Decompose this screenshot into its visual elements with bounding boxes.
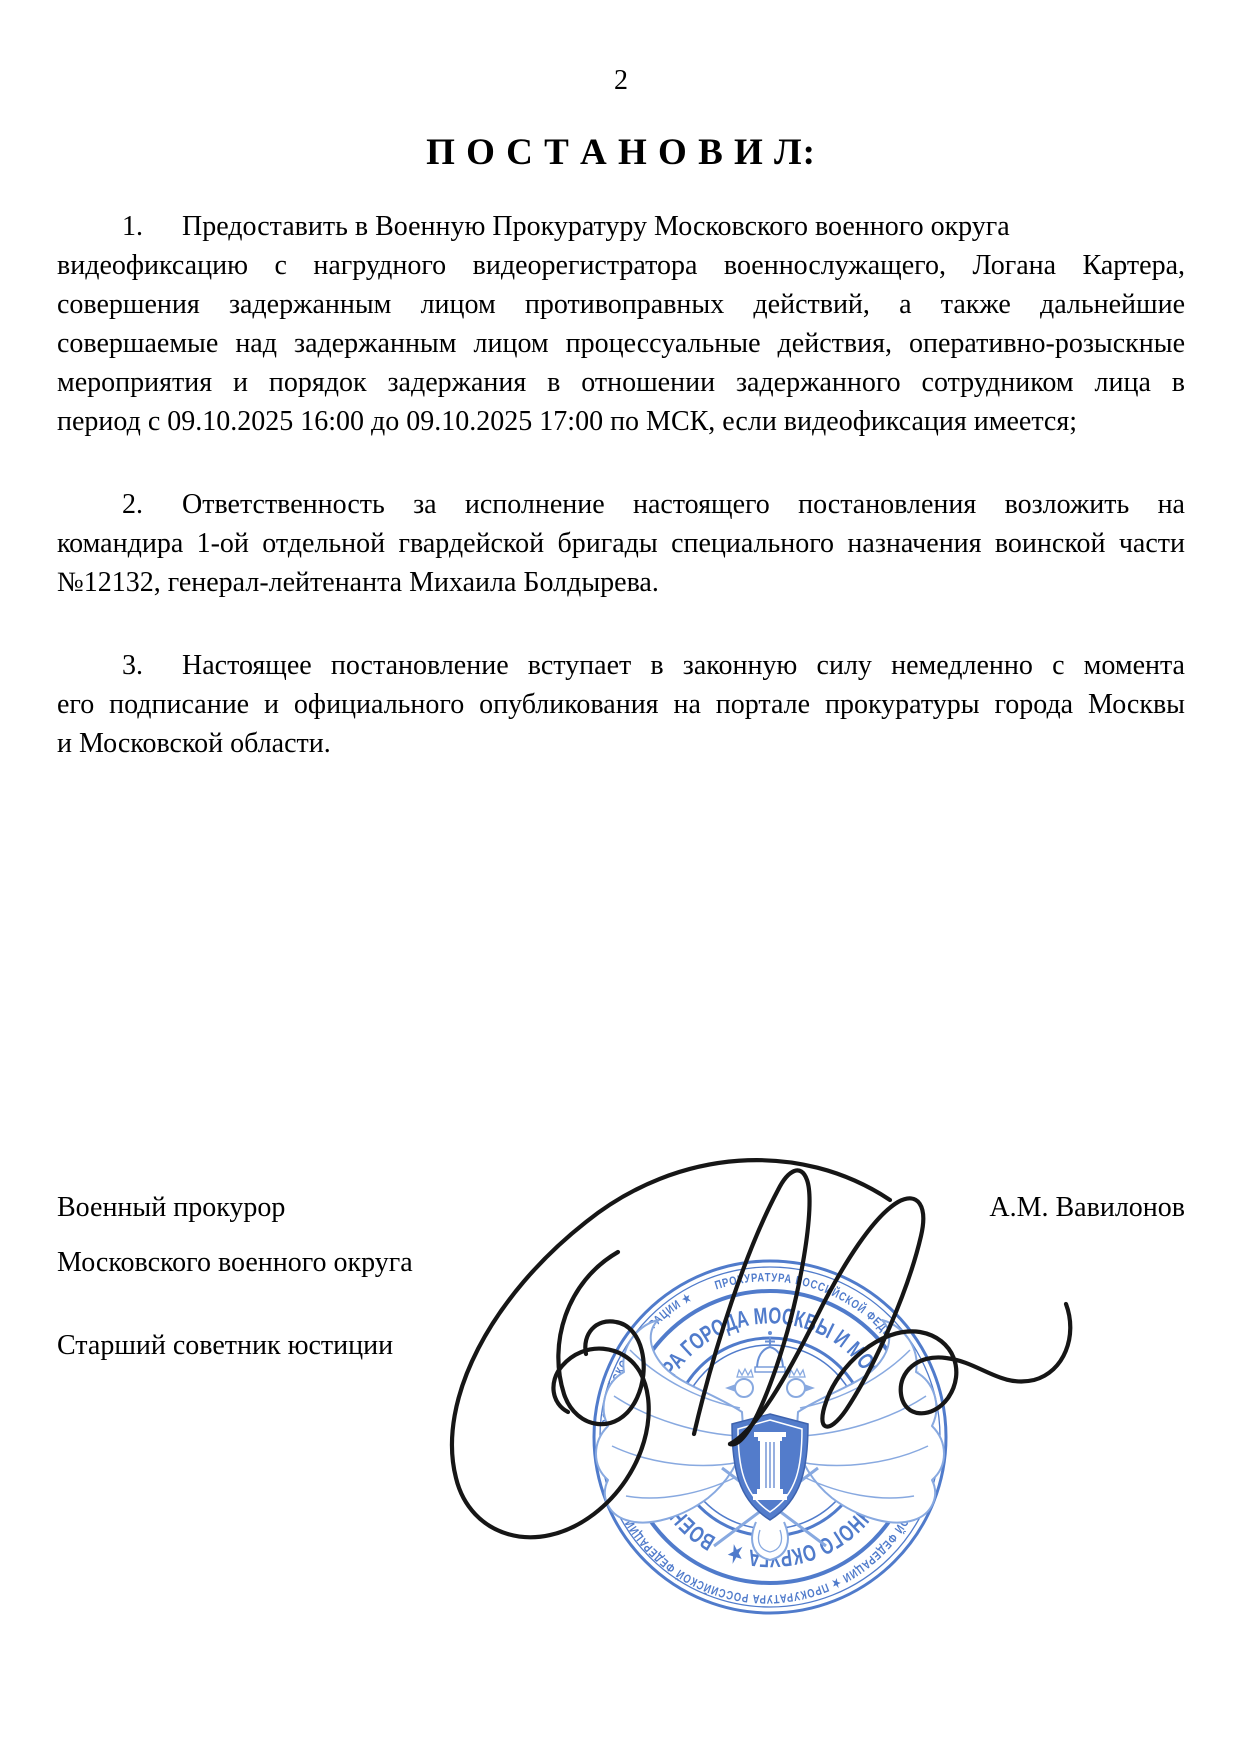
paragraph-line: командира 1-ой отдельной гвардейской бригады специального назначения воинской части — [57, 528, 1185, 559]
paragraph-3 — [57, 646, 1185, 763]
page-number: 2 — [614, 65, 628, 96]
stamp-inner-ring-text: ВОЕННАЯ ПРОКУРАТУРА ГОРОДА МОСКВЫ И МОСКОВСКОГО ВОЕННОГО ОКРУГА ★ — [635, 1301, 906, 1573]
document-body — [57, 207, 1185, 763]
paragraph-line: и Московской области. — [57, 728, 331, 759]
paragraph-number: 2. — [122, 489, 143, 520]
paragraph-text: Ответственность за исполнение настоящего постановления возложить на — [182, 489, 1185, 520]
paragraph-line: период с 09.10.2025 16:00 до 09.10.2025 17:00 по МСК, если видеофиксация имеется; — [57, 406, 1077, 437]
stamp-outer-ring-text: ПРОКУРАТУРА РОССИЙСКОЙ ФЕДЕРАЦИИ ★ ПРОКУРАТУРА РОССИЙСКОЙ ФЕДЕРАЦИИ ★ ПРОКУРАТУРА РОССИЙСКОЙ ФЕДЕРАЦИИ ★ ПРОКУРАТУРА РОССИЙСКОЙ ФЕДЕРАЦИИ ★ — [598, 1270, 935, 1607]
paragraph-number: 3. — [122, 650, 143, 681]
signature-row-2: Московского военного округа — [57, 1247, 413, 1278]
signer-position: Военный прокурор — [57, 1192, 286, 1223]
paragraph-line: совершаемые над задержанным лицом процессуальные действия, оперативно-розыскные — [57, 328, 1185, 359]
paragraph-line: совершения задержанным лицом противоправных действий, а также дальнейшие — [57, 289, 1185, 320]
paragraph-line: видеофиксацию с нагрудного видеорегистратора военнослужащего, Логана Картера, — [57, 250, 1185, 281]
paragraph-number: 1. — [122, 211, 143, 242]
official-stamp — [594, 1261, 946, 1613]
signature-row-3: Старший советник юстиции — [57, 1330, 394, 1361]
document-title: П О С Т А Н О В И Л: — [426, 132, 816, 173]
paragraph-line: №12132, генерал-лейтенанта Михаила Болдырева. — [57, 567, 659, 598]
paragraph-text: Предоставить в Военную Прокуратуру Московского военного округа — [182, 211, 1010, 242]
paragraph-line: его подписание и официального опубликования на портале прокуратуры города Москвы — [57, 689, 1185, 720]
paragraph-line — [57, 207, 1185, 246]
paragraph-text: Настоящее постановление вступает в законную силу немедленно с момента — [182, 650, 1185, 681]
paragraph-2 — [57, 485, 1185, 602]
signer-name: А.М. Вавилонов — [989, 1192, 1185, 1223]
signature-row-1 — [57, 1188, 1185, 1227]
paragraph-line — [57, 485, 1185, 524]
paragraph-1 — [57, 207, 1185, 441]
paragraph-line — [57, 646, 1185, 685]
paragraph-line: мероприятия и порядок задержания в отношении задержанного сотрудником лица в — [57, 367, 1185, 398]
